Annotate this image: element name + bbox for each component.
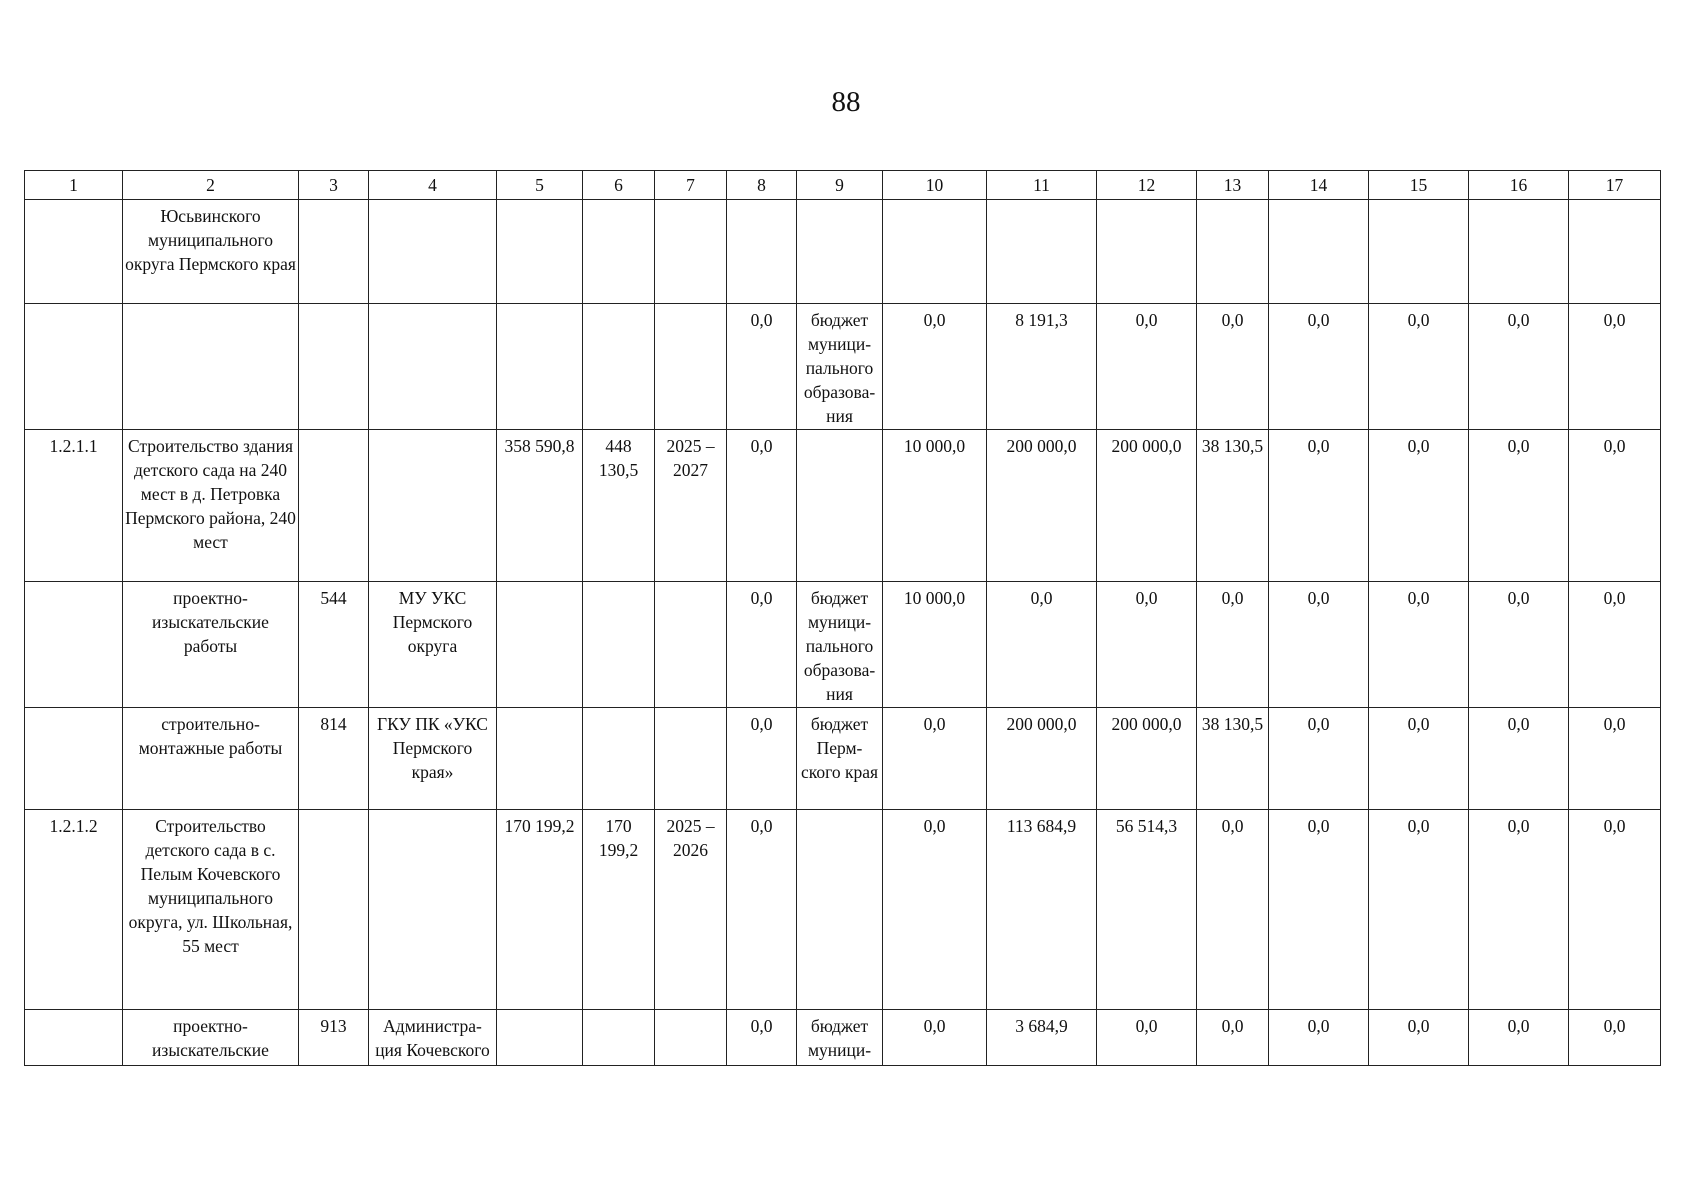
table-cell: 0,0 [1469, 582, 1569, 708]
table-cell: 0,0 [1369, 582, 1469, 708]
table-cell: 0,0 [1369, 304, 1469, 430]
table-cell [655, 582, 727, 708]
table-cell: 0,0 [1269, 304, 1369, 430]
header-cell: 14 [1269, 171, 1369, 200]
table-cell [797, 200, 883, 304]
header-row [25, 171, 1661, 200]
table-row [25, 810, 1661, 1010]
table-cell: 0,0 [1269, 708, 1369, 810]
table-cell: 113 684,9 [987, 810, 1097, 1010]
table-cell: 0,0 [727, 1010, 797, 1066]
table-cell: 38 130,5 [1197, 430, 1269, 582]
table-cell [883, 200, 987, 304]
table-cell [25, 1010, 123, 1066]
header-cell: 7 [655, 171, 727, 200]
table-cell: 0,0 [1569, 430, 1661, 582]
table-cell: 2025 – 2027 [655, 430, 727, 582]
table-cell: Юсьвинского муниципального округа Пермского края [123, 200, 299, 304]
budget-table [24, 170, 1661, 1066]
table-cell [583, 582, 655, 708]
table-cell [497, 1010, 583, 1066]
table-cell: 38 130,5 [1197, 708, 1269, 810]
table-cell: 0,0 [1269, 582, 1369, 708]
table-cell: 0,0 [1569, 810, 1661, 1010]
header-cell: 4 [369, 171, 497, 200]
table-cell: 448 130,5 [583, 430, 655, 582]
table-cell: 1.2.1.2 [25, 810, 123, 1010]
table-cell [1269, 200, 1369, 304]
table-cell [369, 304, 497, 430]
table-cell: 0,0 [1369, 430, 1469, 582]
table-cell: 0,0 [1097, 1010, 1197, 1066]
table-cell: 0,0 [1569, 708, 1661, 810]
table-cell: 200 000,0 [1097, 430, 1197, 582]
table-cell: Строительство детского сада в с. Пелым Кочевского муниципального округа, ул. Школьная, 55 мест [123, 810, 299, 1010]
table-cell [655, 1010, 727, 1066]
table-cell: 0,0 [1197, 304, 1269, 430]
table-cell [655, 304, 727, 430]
table-cell: 2025 – 2026 [655, 810, 727, 1010]
table-cell [123, 304, 299, 430]
table-cell: 0,0 [883, 1010, 987, 1066]
table-cell: 0,0 [1097, 582, 1197, 708]
header-cell: 16 [1469, 171, 1569, 200]
table-cell [25, 708, 123, 810]
table-cell [25, 304, 123, 430]
table-cell: 0,0 [1197, 582, 1269, 708]
table-cell: 8 191,3 [987, 304, 1097, 430]
table-cell [797, 810, 883, 1010]
table-row [25, 1010, 1661, 1066]
table-row [25, 708, 1661, 810]
table-cell: 913 [299, 1010, 369, 1066]
table-cell: 3 684,9 [987, 1010, 1097, 1066]
table-cell [497, 582, 583, 708]
table-cell: 0,0 [1569, 1010, 1661, 1066]
table-cell: 170 199,2 [583, 810, 655, 1010]
header-cell: 11 [987, 171, 1097, 200]
table-cell: 0,0 [1369, 708, 1469, 810]
table-cell: 814 [299, 708, 369, 810]
table-cell [987, 200, 1097, 304]
table-cell [583, 1010, 655, 1066]
table-cell: 0,0 [883, 708, 987, 810]
table-cell: МУ УКС Пермского округа [369, 582, 497, 708]
table-cell [369, 430, 497, 582]
table-cell [497, 304, 583, 430]
table-cell: бюджет муници-пального образова-ния [797, 304, 883, 430]
table-row [25, 582, 1661, 708]
table-cell: 56 514,3 [1097, 810, 1197, 1010]
header-cell: 15 [1369, 171, 1469, 200]
table-cell: 10 000,0 [883, 430, 987, 582]
table-cell: 0,0 [1469, 304, 1569, 430]
table-cell: проектно-изыскательские работы [123, 582, 299, 708]
table-cell: 200 000,0 [987, 708, 1097, 810]
table-cell [797, 430, 883, 582]
table-cell: 0,0 [1369, 810, 1469, 1010]
table-row [25, 430, 1661, 582]
table-cell: 200 000,0 [987, 430, 1097, 582]
table-cell: Строительство здания детского сада на 240 мест в д. Петровка Пермского района, 240 мест [123, 430, 299, 582]
table-cell: 0,0 [1369, 1010, 1469, 1066]
table-cell [369, 810, 497, 1010]
page-number: 88 [831, 86, 861, 118]
header-cell: 13 [1197, 171, 1269, 200]
table-cell: бюджет муници-пального образова-ния [797, 582, 883, 708]
table-cell: 1.2.1.1 [25, 430, 123, 582]
table-cell: 0,0 [883, 810, 987, 1010]
table-cell: 0,0 [1269, 430, 1369, 582]
table-cell: 200 000,0 [1097, 708, 1197, 810]
table-cell: 544 [299, 582, 369, 708]
table-cell: 0,0 [883, 304, 987, 430]
header-cell: 5 [497, 171, 583, 200]
table-cell: 0,0 [1469, 430, 1569, 582]
table-cell: 0,0 [1269, 1010, 1369, 1066]
header-cell: 1 [25, 171, 123, 200]
table-cell [583, 200, 655, 304]
table-cell [1369, 200, 1469, 304]
header-cell: 8 [727, 171, 797, 200]
table-cell: 0,0 [1469, 708, 1569, 810]
table-cell [1197, 200, 1269, 304]
header-cell: 6 [583, 171, 655, 200]
table-cell: 0,0 [727, 810, 797, 1010]
table-cell [25, 582, 123, 708]
table-cell [299, 304, 369, 430]
header-cell: 3 [299, 171, 369, 200]
table-cell [1097, 200, 1197, 304]
table-cell: 0,0 [1197, 1010, 1269, 1066]
table-cell: 358 590,8 [497, 430, 583, 582]
table-cell [655, 200, 727, 304]
header-cell: 9 [797, 171, 883, 200]
table-cell: 0,0 [1097, 304, 1197, 430]
table-cell [583, 708, 655, 810]
table-cell: проектно-изыскательские [123, 1010, 299, 1066]
table-cell: 170 199,2 [497, 810, 583, 1010]
header-cell: 17 [1569, 171, 1661, 200]
table-cell [25, 200, 123, 304]
table-cell: бюджет муници- [797, 1010, 883, 1066]
table-cell: 0,0 [727, 708, 797, 810]
table-cell [1569, 200, 1661, 304]
table-cell: 0,0 [727, 304, 797, 430]
table-cell [299, 810, 369, 1010]
table-cell [583, 304, 655, 430]
table-cell: строительно-монтажные работы [123, 708, 299, 810]
table-cell: 0,0 [1269, 810, 1369, 1010]
table-cell: 0,0 [1197, 810, 1269, 1010]
header-cell: 10 [883, 171, 987, 200]
table-cell [299, 430, 369, 582]
header-cell: 2 [123, 171, 299, 200]
table-cell [299, 200, 369, 304]
table-cell [369, 200, 497, 304]
table-cell: 0,0 [987, 582, 1097, 708]
table-cell: 0,0 [727, 582, 797, 708]
table-cell [497, 200, 583, 304]
table-cell: 0,0 [727, 430, 797, 582]
table-row [25, 304, 1661, 430]
table-cell: ГКУ ПК «УКС Пермского края» [369, 708, 497, 810]
table-row [25, 200, 1661, 304]
table-cell: 0,0 [1569, 582, 1661, 708]
table-cell: Администра-ция Кочевского [369, 1010, 497, 1066]
table-cell: бюджет Перм-ского края [797, 708, 883, 810]
table-cell [655, 708, 727, 810]
table-cell [727, 200, 797, 304]
table-cell: 0,0 [1469, 1010, 1569, 1066]
header-cell: 12 [1097, 171, 1197, 200]
table-cell: 0,0 [1469, 810, 1569, 1010]
table-cell [497, 708, 583, 810]
table-cell: 0,0 [1569, 304, 1661, 430]
table-cell [1469, 200, 1569, 304]
table-cell: 10 000,0 [883, 582, 987, 708]
